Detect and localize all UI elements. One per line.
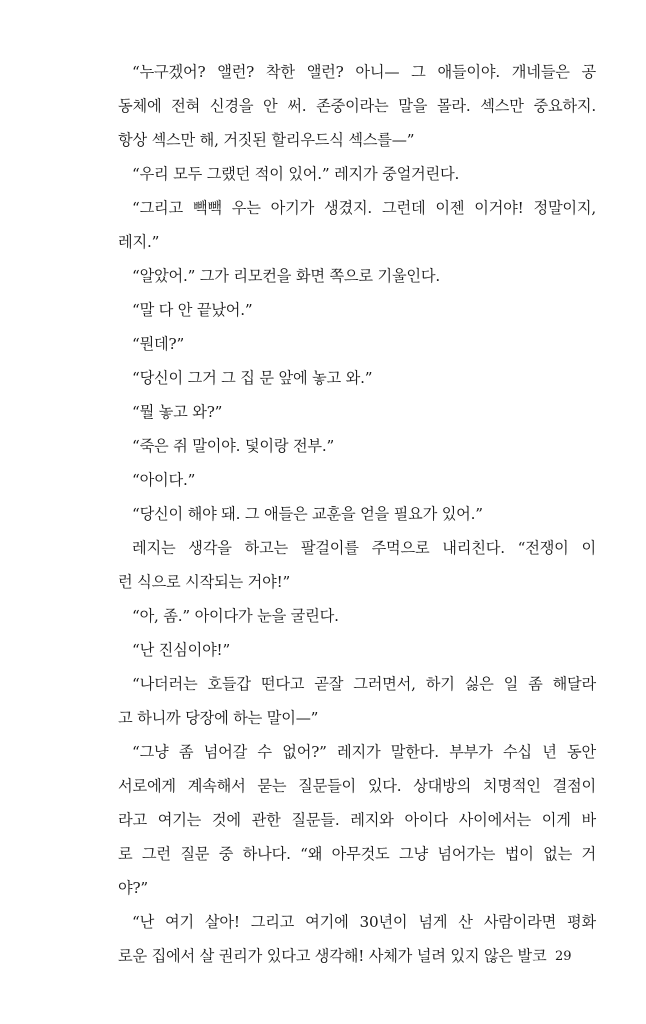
text-line: “뭔데?” (132, 335, 185, 353)
paragraph (118, 667, 596, 735)
text-line: “아이다.” (132, 471, 196, 489)
text-line: “죽은 쥐 말이야. 덫이랑 전부.” (132, 437, 335, 455)
text-line: 로 그런 질문 중 하나다. “왜 아무것도 그냥 넘어가는 법이 없는 거 (118, 845, 596, 863)
text-line: “당신이 그거 그 집 문 앞에 놓고 와.” (132, 369, 373, 387)
text-line: “그냥 좀 넘어갈 수 없어?” 레지가 말한다. 부부가 수십 년 동안 (132, 743, 596, 761)
paragraph (118, 55, 596, 157)
text-line: 레지.” (118, 233, 160, 251)
text-line: 고 하니까 당장에 하는 말이—” (118, 709, 319, 727)
text-line: “말 다 안 끝났어.” (132, 301, 253, 319)
text-line: “난 여기 살아! 그리고 여기에 30년이 넘게 산 사람이라면 평화 (132, 913, 596, 931)
text-line: 동체에 전혀 신경을 안 써. 존중이라는 말을 몰라. 섹스만 중요하지. (118, 97, 596, 115)
paragraph (118, 497, 596, 531)
text-line: 런 식으로 시작되는 거야!” (118, 573, 291, 591)
text-line: “나더러는 호들갑 떤다고 곧잘 그러면서, 하기 싫은 일 좀 해달라 (132, 675, 596, 693)
paragraph (118, 735, 596, 905)
text-line: “뭘 놓고 와?” (132, 403, 223, 421)
paragraph (118, 157, 596, 191)
paragraph (118, 259, 596, 293)
paragraph (118, 395, 596, 429)
body-text (118, 55, 596, 973)
paragraph (118, 599, 596, 633)
text-line: “알았어.” 그가 리모컨을 화면 쪽으로 기울인다. (132, 267, 441, 285)
paragraph (118, 463, 596, 497)
paragraph (118, 633, 596, 667)
text-line: 레지는 생각을 하고는 팔걸이를 주먹으로 내리친다. “전쟁이 이 (132, 539, 596, 557)
text-line: 항상 섹스만 해, 거짓된 할리우드식 섹스를—” (118, 131, 415, 149)
text-line: “아, 좀.” 아이다가 눈을 굴린다. (132, 607, 339, 625)
text-line: “난 진심이야!” (132, 641, 231, 659)
text-line: “누구겠어? 앨런? 착한 앨런? 아니— 그 애들이야. 개네들은 공 (132, 63, 596, 81)
page-number: 29 (555, 949, 572, 964)
text-line: 야?” (118, 879, 148, 897)
paragraph (118, 361, 596, 395)
text-line: 로운 집에서 살 권리가 있다고 생각해! 사체가 널려 있지 않은 발코 (118, 947, 547, 965)
paragraph (118, 327, 596, 361)
text-line: 라고 여기는 것에 관한 질문들. 레지와 아이다 사이에서는 이게 바 (118, 811, 596, 829)
paragraph (118, 293, 596, 327)
text-line: “당신이 해야 돼. 그 애들은 교훈을 얻을 필요가 있어.” (132, 505, 483, 523)
paragraph (118, 429, 596, 463)
paragraph (118, 191, 596, 259)
text-line: 서로에게 계속해서 묻는 질문들이 있다. 상대방의 치명적인 결점이 (118, 777, 596, 795)
paragraph (118, 905, 596, 973)
paragraph (118, 531, 596, 599)
text-line: “우리 모두 그랬던 적이 있어.” 레지가 중얼거린다. (132, 165, 460, 183)
text-line: “그리고 빽빽 우는 아기가 생겼지. 그런데 이젠 이거야! 정말이지, (132, 199, 596, 217)
